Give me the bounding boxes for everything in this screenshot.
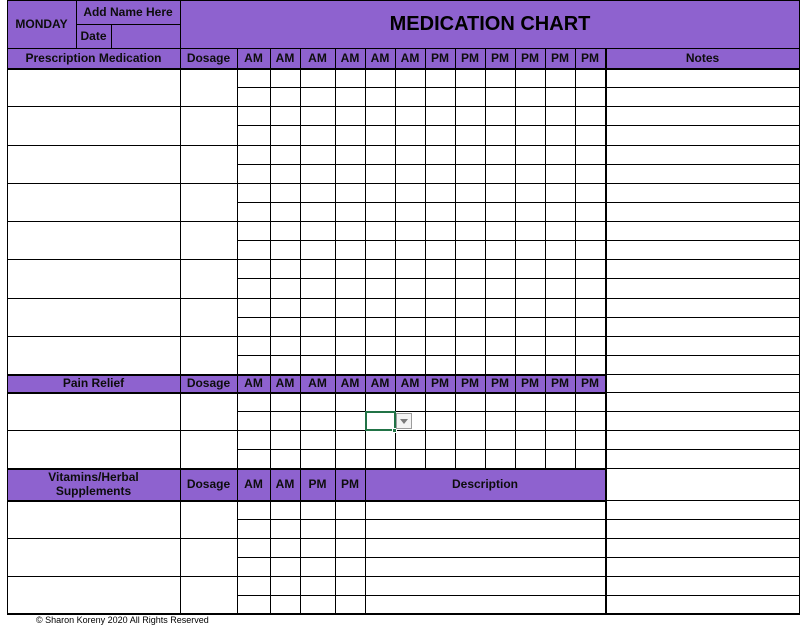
grid-hline: [237, 355, 605, 356]
grid-vline: [335, 468, 336, 614]
pain-time-header[interactable]: [455, 374, 485, 392]
dropdown-button[interactable]: [396, 413, 412, 429]
time-label: PM: [431, 376, 449, 390]
vitamins-dosage-label: Dosage: [186, 477, 231, 491]
grid-hline: [605, 259, 800, 260]
grid-hline: [76, 24, 180, 25]
time-label: PM: [551, 376, 569, 390]
pain-title: Pain Relief: [62, 376, 125, 390]
time-label: AM: [400, 51, 420, 65]
grid-hline: [237, 595, 605, 596]
grid-hline: [605, 221, 800, 222]
grid-vline: [605, 468, 607, 614]
vitamins-time-header[interactable]: [335, 468, 365, 500]
time-label: AM: [308, 51, 327, 65]
prescription-time-header[interactable]: [455, 48, 485, 68]
time-label: PM: [461, 376, 479, 390]
grid-hline: [605, 106, 800, 107]
grid-hline: [237, 411, 605, 412]
prescription-header[interactable]: [7, 48, 180, 68]
grid-hline: [237, 449, 605, 450]
grid-vline: [300, 48, 301, 374]
grid-vline: [485, 374, 486, 468]
date-label-cell[interactable]: [76, 24, 111, 48]
grid-hline: [7, 468, 605, 470]
prescription-time-header[interactable]: [575, 48, 605, 68]
pain-time-header[interactable]: [515, 374, 545, 392]
prescription-time-header[interactable]: [395, 48, 425, 68]
grid-hline: [605, 430, 800, 431]
notes-header[interactable]: [605, 48, 800, 68]
name-label: Add Name Here: [83, 5, 173, 19]
vitamins-title: Vitamins/Herbal Supplements: [48, 470, 139, 498]
day-cell[interactable]: [7, 0, 76, 48]
time-label: AM: [275, 477, 295, 491]
pain-time-header[interactable]: [485, 374, 515, 392]
grid-hline: [605, 595, 800, 596]
vitamins-header[interactable]: [7, 468, 180, 500]
time-label: PM: [308, 477, 327, 491]
grid-hline: [605, 519, 800, 520]
grid-hline: [605, 87, 800, 88]
grid-hline: [237, 202, 605, 203]
grid-vline: [335, 374, 336, 468]
grid-hline: [605, 557, 800, 558]
prescription-time-header[interactable]: [425, 48, 455, 68]
time-label: AM: [370, 51, 390, 65]
time-label: PM: [491, 51, 509, 65]
vitamins-time-header[interactable]: [237, 468, 270, 500]
name-cell[interactable]: [76, 0, 180, 24]
grid-hline: [605, 411, 800, 412]
grid-vline: [485, 48, 486, 374]
grid-vline: [455, 374, 456, 468]
grid-hline: [7, 0, 800, 1]
pain-time-header[interactable]: [300, 374, 335, 392]
pain-time-header[interactable]: [365, 374, 395, 392]
grid-vline: [575, 48, 576, 374]
time-label: PM: [581, 376, 599, 390]
grid-hline: [7, 48, 800, 49]
grid-vline: [365, 48, 366, 374]
grid-hline: [605, 336, 800, 337]
grid-vline: [300, 374, 301, 468]
grid-vline: [111, 24, 112, 48]
grid-vline: [270, 374, 271, 468]
time-label: PM: [581, 51, 599, 65]
prescription-time-header[interactable]: [300, 48, 335, 68]
prescription-time-header[interactable]: [237, 48, 270, 68]
grid-hline: [237, 164, 605, 165]
grid-hline: [7, 500, 605, 502]
grid-vline: [425, 374, 426, 468]
pain-time-header[interactable]: [395, 374, 425, 392]
chevron-down-icon: [400, 419, 408, 424]
grid-vline: [180, 0, 181, 48]
grid-hline: [7, 576, 605, 577]
grid-hline: [605, 392, 800, 393]
date-label: Date: [80, 29, 107, 43]
prescription-time-header[interactable]: [270, 48, 300, 68]
time-label: AM: [400, 376, 420, 390]
pain-time-header[interactable]: [425, 374, 455, 392]
grid-hline: [605, 240, 800, 241]
vitamins-dosage-header[interactable]: [180, 468, 237, 500]
grid-vline: [365, 468, 366, 614]
time-label: PM: [551, 51, 569, 65]
grid-vline: [180, 48, 181, 374]
day-label: MONDAY: [15, 17, 68, 31]
pain-header[interactable]: [7, 374, 180, 392]
date-value-cell[interactable]: [111, 24, 180, 48]
grid-vline: [545, 374, 546, 468]
pain-dosage-label: Dosage: [186, 376, 231, 390]
grid-hline: [237, 125, 605, 126]
grid-hline: [605, 317, 800, 318]
page-title: MEDICATION CHART: [180, 0, 800, 48]
grid-hline: [605, 145, 800, 146]
time-label: AM: [340, 51, 360, 65]
time-label: AM: [340, 376, 360, 390]
grid-vline: [545, 48, 546, 374]
grid-vline: [605, 374, 607, 468]
grid-hline: [605, 449, 800, 450]
time-label: AM: [275, 376, 295, 390]
pain-time-header[interactable]: [575, 374, 605, 392]
grid-hline: [605, 298, 800, 299]
prescription-time-header[interactable]: [485, 48, 515, 68]
grid-hline: [605, 278, 800, 279]
grid-hline: [605, 576, 800, 577]
grid-vline: [270, 48, 271, 374]
vitamins-time-header[interactable]: [270, 468, 300, 500]
time-label: AM: [244, 51, 263, 65]
pain-time-header[interactable]: [270, 374, 300, 392]
notes-label: Notes: [685, 51, 720, 65]
grid-hline: [605, 538, 800, 539]
prescription-time-header[interactable]: [545, 48, 575, 68]
time-label: PM: [431, 51, 449, 65]
grid-hline: [7, 538, 605, 539]
grid-vline: [335, 48, 336, 374]
grid-hline: [237, 240, 605, 241]
description-label: Description: [451, 477, 518, 491]
time-label: PM: [341, 477, 359, 491]
time-label: AM: [244, 477, 263, 491]
grid-vline: [425, 48, 426, 374]
grid-vline: [300, 468, 301, 614]
pain-dosage-header[interactable]: [180, 374, 237, 392]
grid-hline: [605, 500, 800, 501]
grid-vline: [237, 48, 238, 374]
grid-hline: [605, 183, 800, 184]
time-label: AM: [308, 376, 327, 390]
grid-hline: [237, 519, 605, 520]
grid-vline: [605, 48, 607, 374]
grid-hline: [237, 87, 605, 88]
grid-vline: [515, 48, 516, 374]
grid-vline: [575, 374, 576, 468]
time-label: PM: [521, 376, 539, 390]
prescription-title: Prescription Medication: [25, 51, 162, 65]
grid-vline: [270, 468, 271, 614]
description-header[interactable]: [365, 468, 605, 500]
pain-time-header[interactable]: [335, 374, 365, 392]
grid-hline: [605, 468, 800, 469]
vitamins-time-header[interactable]: [300, 468, 335, 500]
grid-hline: [605, 374, 800, 375]
grid-hline: [605, 355, 800, 356]
grid-hline: [605, 164, 800, 165]
time-label: PM: [461, 51, 479, 65]
grid-vline: [180, 468, 181, 614]
grid-vline: [395, 48, 396, 374]
prescription-time-header[interactable]: [365, 48, 395, 68]
time-label: PM: [521, 51, 539, 65]
grid-hline: [237, 557, 605, 558]
grid-hline: [237, 317, 605, 318]
prescription-dosage-label: Dosage: [186, 51, 231, 65]
grid-hline: [7, 68, 800, 70]
pain-time-header[interactable]: [545, 374, 575, 392]
time-label: AM: [244, 376, 263, 390]
grid-vline: [237, 374, 238, 468]
grid-vline: [76, 0, 77, 48]
grid-hline: [605, 202, 800, 203]
grid-vline: [455, 48, 456, 374]
prescription-time-header[interactable]: [515, 48, 545, 68]
grid-vline: [180, 374, 181, 468]
pain-time-header[interactable]: [237, 374, 270, 392]
time-label: AM: [275, 51, 295, 65]
grid-vline: [237, 468, 238, 614]
grid-hline: [237, 278, 605, 279]
grid-vline: [515, 374, 516, 468]
grid-vline: [7, 0, 8, 614]
grid-hline: [605, 125, 800, 126]
prescription-dosage-header[interactable]: [180, 48, 237, 68]
prescription-time-header[interactable]: [335, 48, 365, 68]
time-label: PM: [491, 376, 509, 390]
time-label: AM: [370, 376, 390, 390]
copyright-text: © Sharon Koreny 2020 All Rights Reserved: [36, 615, 209, 625]
grid-vline: [799, 0, 800, 614]
